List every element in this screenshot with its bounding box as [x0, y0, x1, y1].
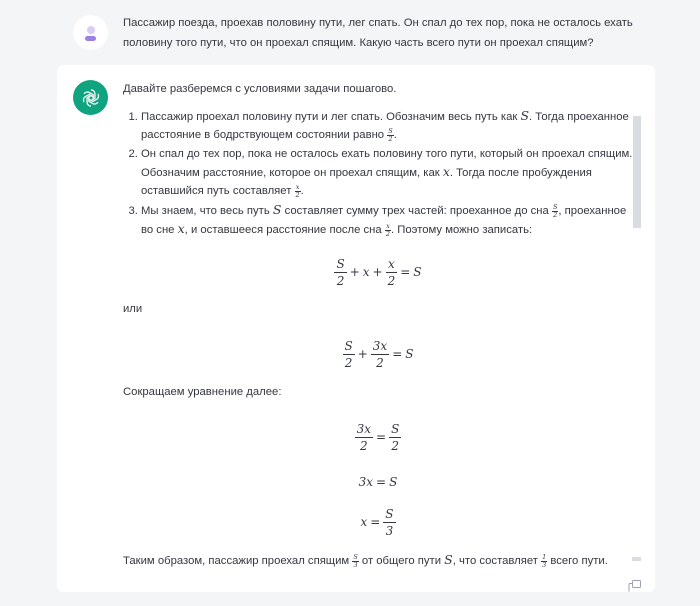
fraction: [343, 340, 355, 369]
denominator: 2: [336, 274, 345, 288]
fraction: [334, 258, 346, 287]
step-text: .: [393, 129, 397, 141]
numerator: S: [391, 422, 400, 436]
operator: =: [370, 515, 381, 529]
numerator: S: [353, 553, 358, 562]
fraction: [386, 258, 398, 287]
conclusion-scrollbar[interactable]: [632, 557, 641, 561]
numerator: 1: [542, 553, 547, 562]
numerator: S: [552, 203, 558, 212]
numerator: x: [386, 258, 398, 273]
numerator: S: [344, 339, 353, 353]
math-var: S: [444, 552, 453, 567]
numerator: x: [386, 222, 390, 231]
conclusion-part: всего пути.: [547, 555, 608, 567]
step-text: Мы знаем, что весь путь: [141, 205, 273, 217]
openai-logo-icon: [80, 87, 102, 109]
denominator: 2: [295, 190, 300, 199]
step-text: . Тогда после пробуждения оставшийся путь составляет: [141, 167, 592, 197]
math-var: S: [405, 347, 414, 361]
math-var: x: [442, 164, 450, 179]
denominator: 2: [385, 229, 390, 238]
math-var: S: [520, 108, 530, 123]
conclusion-part: Таким образом, пассажир проехал спящим: [123, 555, 353, 567]
denominator: 2: [391, 439, 400, 453]
denominator: 2: [360, 439, 368, 453]
operator: =: [392, 347, 403, 361]
fraction: [389, 423, 401, 452]
or-text: или: [123, 303, 143, 315]
math-var: S: [413, 265, 422, 279]
user-avatar: [73, 15, 108, 50]
step-item: [141, 107, 633, 144]
equation-4: [123, 473, 633, 491]
math-var: x: [177, 221, 185, 236]
step-text: Он спал до тех пор, пока не осталось ехать половину того пути, который он проехал спящим. Обозначим расстояние, которое он проехал спящим, как: [141, 148, 633, 179]
step-text: , проеханное во сне: [141, 205, 627, 236]
math-var: S: [272, 202, 282, 217]
math-var: 3x: [358, 475, 374, 489]
step-item: [141, 201, 633, 239]
numerator: 3x: [372, 339, 388, 353]
assistant-avatar: [73, 80, 108, 115]
step-text: . Поэтому можно записать:: [391, 224, 533, 236]
step-text: составляет сумму трех частей: проеханное до сна: [281, 205, 552, 217]
operator: =: [400, 265, 411, 279]
conclusion-part: , что составляет: [452, 555, 542, 567]
operator: =: [376, 430, 387, 444]
math-var: x: [360, 515, 368, 529]
operator: +: [357, 347, 368, 361]
denominator: 2: [344, 356, 353, 370]
numerator: x: [295, 183, 300, 192]
fraction: [355, 423, 373, 452]
user-message-text: Пассажир поезда, проехав половину пути, лег спать. Он спал до тех пор, пока не осталось ехать половину того пути, что он проехал спящим. Какую часть всего пути он проехал спящим?: [123, 17, 633, 49]
denominator: 2: [376, 356, 384, 370]
math-var: x: [362, 265, 370, 279]
math-var: S: [389, 475, 398, 489]
reduce-text: Сокращаем уравнение далее:: [123, 386, 282, 398]
denominator: 2: [388, 134, 393, 143]
list-scrollbar[interactable]: [633, 116, 641, 228]
fraction: [383, 508, 395, 537]
denominator: 3: [542, 560, 547, 569]
numerator: S: [388, 127, 393, 136]
step-text: , и оставшееся расстояние после сна: [184, 224, 385, 236]
step-text: . Тогда проеханное расстояние в бодрствующем состоянии равно: [141, 111, 629, 141]
operator: +: [349, 265, 360, 279]
step-text: .: [300, 185, 304, 197]
assistant-message-content: [123, 80, 633, 569]
equation-2: [123, 340, 633, 369]
copy-icon[interactable]: [628, 580, 642, 592]
denominator: 3: [385, 524, 394, 538]
numerator: 3x: [356, 422, 372, 436]
equation-5: [123, 508, 633, 537]
steps-list: [123, 107, 633, 239]
equation-1: [123, 258, 633, 287]
operator: +: [372, 265, 383, 279]
denominator: 2: [553, 210, 558, 219]
equation-3: [123, 423, 633, 452]
denominator: 2: [387, 274, 396, 288]
conclusion-part: от общего пути: [358, 555, 445, 567]
fraction: [371, 340, 389, 369]
numerator: S: [336, 257, 345, 271]
step-text: Пассажир проехал половину пути и лег спать. Обозначим весь путь как: [141, 111, 521, 123]
conclusion-text: [123, 551, 633, 570]
denominator: 3: [353, 560, 358, 569]
intro-text: Давайте разберемся с условиями задачи пошагово.: [123, 83, 397, 95]
operator: =: [376, 475, 387, 489]
user-message: [0, 0, 700, 65]
numerator: S: [385, 507, 394, 521]
step-item: [141, 145, 633, 200]
